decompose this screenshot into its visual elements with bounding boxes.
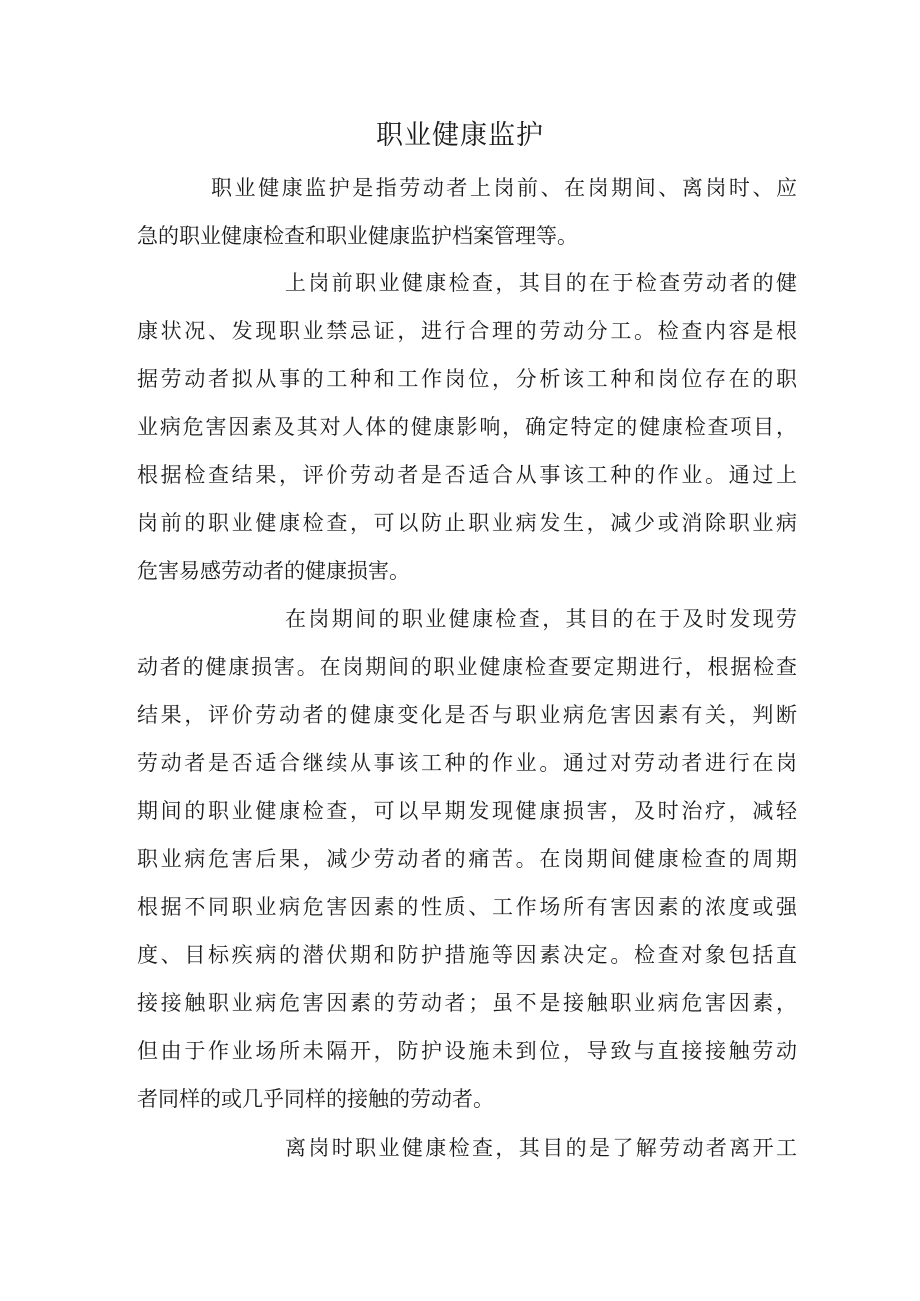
paragraph-line: 岗前的职业健康检查，可以防止职业病发生，减少或消除职业病 — [137, 511, 797, 535]
paragraph-line: 劳动者是否适合继续从事该工种的作业。通过对劳动者进行在岗 — [137, 751, 797, 775]
paragraph-line: 期间的职业健康检查，可以早期发现健康损害，及时治疗，减轻 — [137, 799, 797, 823]
paragraph-line: 急的职业健康检查和职业健康监护档案管理等。 — [137, 224, 578, 248]
paragraph-line: 离岗时职业健康检查，其目的是了解劳动者离开工 — [285, 1136, 797, 1160]
paragraph-line: 职业病危害后果，减少劳动者的痛苦。在岗期间健康检查的周期 — [137, 847, 797, 871]
paragraph-line: 业病危害因素及其对人体的健康影响，确定特定的健康检查项目， — [137, 415, 797, 439]
paragraph-line: 接接触职业病危害因素的劳动者；虽不是接触职业病危害因素， — [137, 991, 797, 1015]
paragraph-line: 结果，评价劳动者的健康变化是否与职业病危害因素有关，判断 — [137, 703, 797, 727]
paragraph-line: 但由于作业场所未隔开，防护设施未到位，导致与直接接触劳动 — [137, 1039, 797, 1063]
paragraph-line: 动者的健康损害。在岗期间的职业健康检查要定期进行，根据检查 — [137, 655, 797, 679]
paragraph-line: 据劳动者拟从事的工种和工作岗位，分析该工种和岗位存在的职 — [137, 367, 797, 391]
paragraph-line: 职业健康监护是指劳动者上岗前、在岗期间、离岗时、应 — [211, 176, 797, 200]
paragraph-line: 根据不同职业病危害因素的性质、工作场所有害因素的浓度或强 — [137, 895, 797, 919]
page-title: 职业健康监护 — [376, 120, 544, 151]
paragraph-line: 根据检查结果，评价劳动者是否适合从事该工种的作业。通过上 — [137, 463, 797, 487]
paragraph-line: 上岗前职业健康检查，其目的在于检查劳动者的健 — [285, 271, 797, 295]
paragraph-line: 度、目标疾病的潜伏期和防护措施等因素决定。检查对象包括直 — [137, 943, 797, 967]
paragraph-line: 在岗期间的职业健康检查，其目的在于及时发现劳 — [285, 607, 797, 631]
paragraph-line: 康状况、发现职业禁忌证，进行合理的劳动分工。检查内容是根 — [137, 319, 797, 343]
paragraph-line: 者同样的或几乎同样的接触的劳动者。 — [137, 1087, 494, 1111]
paragraph-line: 危害易感劳动者的健康损害。 — [137, 559, 410, 583]
